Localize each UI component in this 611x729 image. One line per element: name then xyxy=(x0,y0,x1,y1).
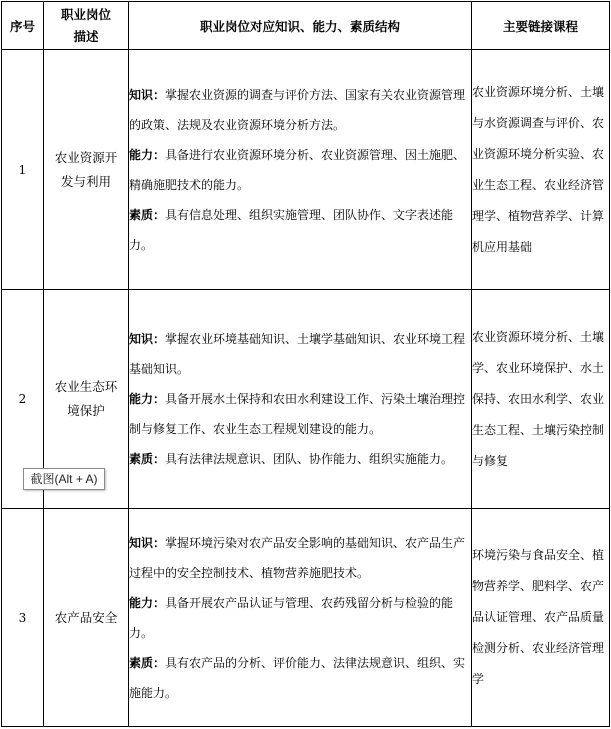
row-post-line1: 农业资源开 xyxy=(54,149,118,165)
knowledge-paragraph xyxy=(129,80,471,140)
screenshot-shortcut-tooltip: 截图(Alt + A) xyxy=(23,468,105,490)
header-post-line2: 描述 xyxy=(73,28,99,44)
quality-text: 具有农产品的分析、评价能力、法律法规意识、组织、实施能力。 xyxy=(129,655,466,700)
ability-text: 具备进行农业资源环境分析、农业资源管理、因土施肥、精确施肥技术的能力。 xyxy=(129,147,466,192)
row-post-line1: 农产品安全 xyxy=(54,609,118,625)
row-post-line2: 境保护 xyxy=(67,403,105,418)
quality-label: 素质： xyxy=(129,207,166,222)
row-seq: 2 xyxy=(2,290,44,509)
row-structure xyxy=(129,509,472,727)
row-seq: 1 xyxy=(2,50,44,290)
knowledge-paragraph xyxy=(129,324,471,384)
ability-paragraph xyxy=(129,384,471,444)
ability-paragraph xyxy=(129,140,471,200)
knowledge-paragraph xyxy=(129,528,471,588)
row-post-line2: 发与利用 xyxy=(60,173,111,189)
quality-label: 素质： xyxy=(129,655,166,670)
ability-text: 具备开展水土保持和农田水利建设工作、污染土壤治理控制与修复工作、农业生态工程规划建设的能力。 xyxy=(129,392,466,436)
row-post-line1: 农业生态环 xyxy=(54,379,118,394)
header-structure: 职业岗位对应知识、能力、素质结构 xyxy=(129,2,472,50)
quality-paragraph xyxy=(129,444,471,474)
knowledge-text: 掌握农业资源的调查与评价方法、国家有关农业资源管理的政策、法规及农业资源环境分析方法。 xyxy=(129,87,466,132)
header-post xyxy=(44,2,129,50)
row-courses: 农业资源环境分析、土壤学、农业环境保护、水土保持、农田水利学、农业生态工程、土壤污染控制与修复 xyxy=(472,290,610,509)
quality-paragraph xyxy=(129,648,471,708)
ability-label: 能力： xyxy=(129,595,166,610)
quality-label: 素质： xyxy=(129,452,166,466)
knowledge-text: 掌握农业环境基础知识、土壤学基础知识、农业环境工程基础知识。 xyxy=(129,332,466,376)
quality-paragraph xyxy=(129,200,471,260)
knowledge-label: 知识： xyxy=(129,332,166,346)
row-structure xyxy=(129,50,472,290)
header-post-line1: 职业岗位 xyxy=(60,6,111,22)
header-courses: 主要链接课程 xyxy=(472,2,610,50)
ability-text: 具备开展农产品认证与管理、农药残留分析与检验的能力。 xyxy=(129,595,454,640)
knowledge-label: 知识： xyxy=(129,535,166,550)
row-courses: 环境污染与食品安全、植物营养学、肥料学、农产品认证管理、农产品质量检测分析、农业经济管理学 xyxy=(472,509,610,727)
row-courses: 农业资源环境分析、土壤与水资源调查与评价、农业资源环境分析实验、农业生态工程、农业经济管理学、植物营养学、计算机应用基础 xyxy=(472,50,610,290)
ability-label: 能力： xyxy=(129,392,166,406)
ability-label: 能力： xyxy=(129,147,166,162)
quality-text: 具有法律法规意识、团队、协作能力、组织实施能力。 xyxy=(165,452,454,466)
row-post xyxy=(44,509,129,727)
quality-text: 具有信息处理、组织实施管理、团队协作、文字表述能力。 xyxy=(129,207,454,252)
row-post xyxy=(44,50,129,290)
header-seq: 序号 xyxy=(2,2,44,50)
curriculum-table xyxy=(1,1,610,727)
ability-paragraph xyxy=(129,588,471,648)
knowledge-text: 掌握环境污染对农产品安全影响的基础知识、农产品生产过程中的安全控制技术、植物营养施肥技术。 xyxy=(129,535,466,580)
row-seq: 3 xyxy=(2,509,44,727)
header-row xyxy=(2,2,610,50)
row-structure xyxy=(129,290,472,509)
knowledge-label: 知识： xyxy=(129,87,166,102)
table-row xyxy=(2,509,610,727)
table-row xyxy=(2,50,610,290)
